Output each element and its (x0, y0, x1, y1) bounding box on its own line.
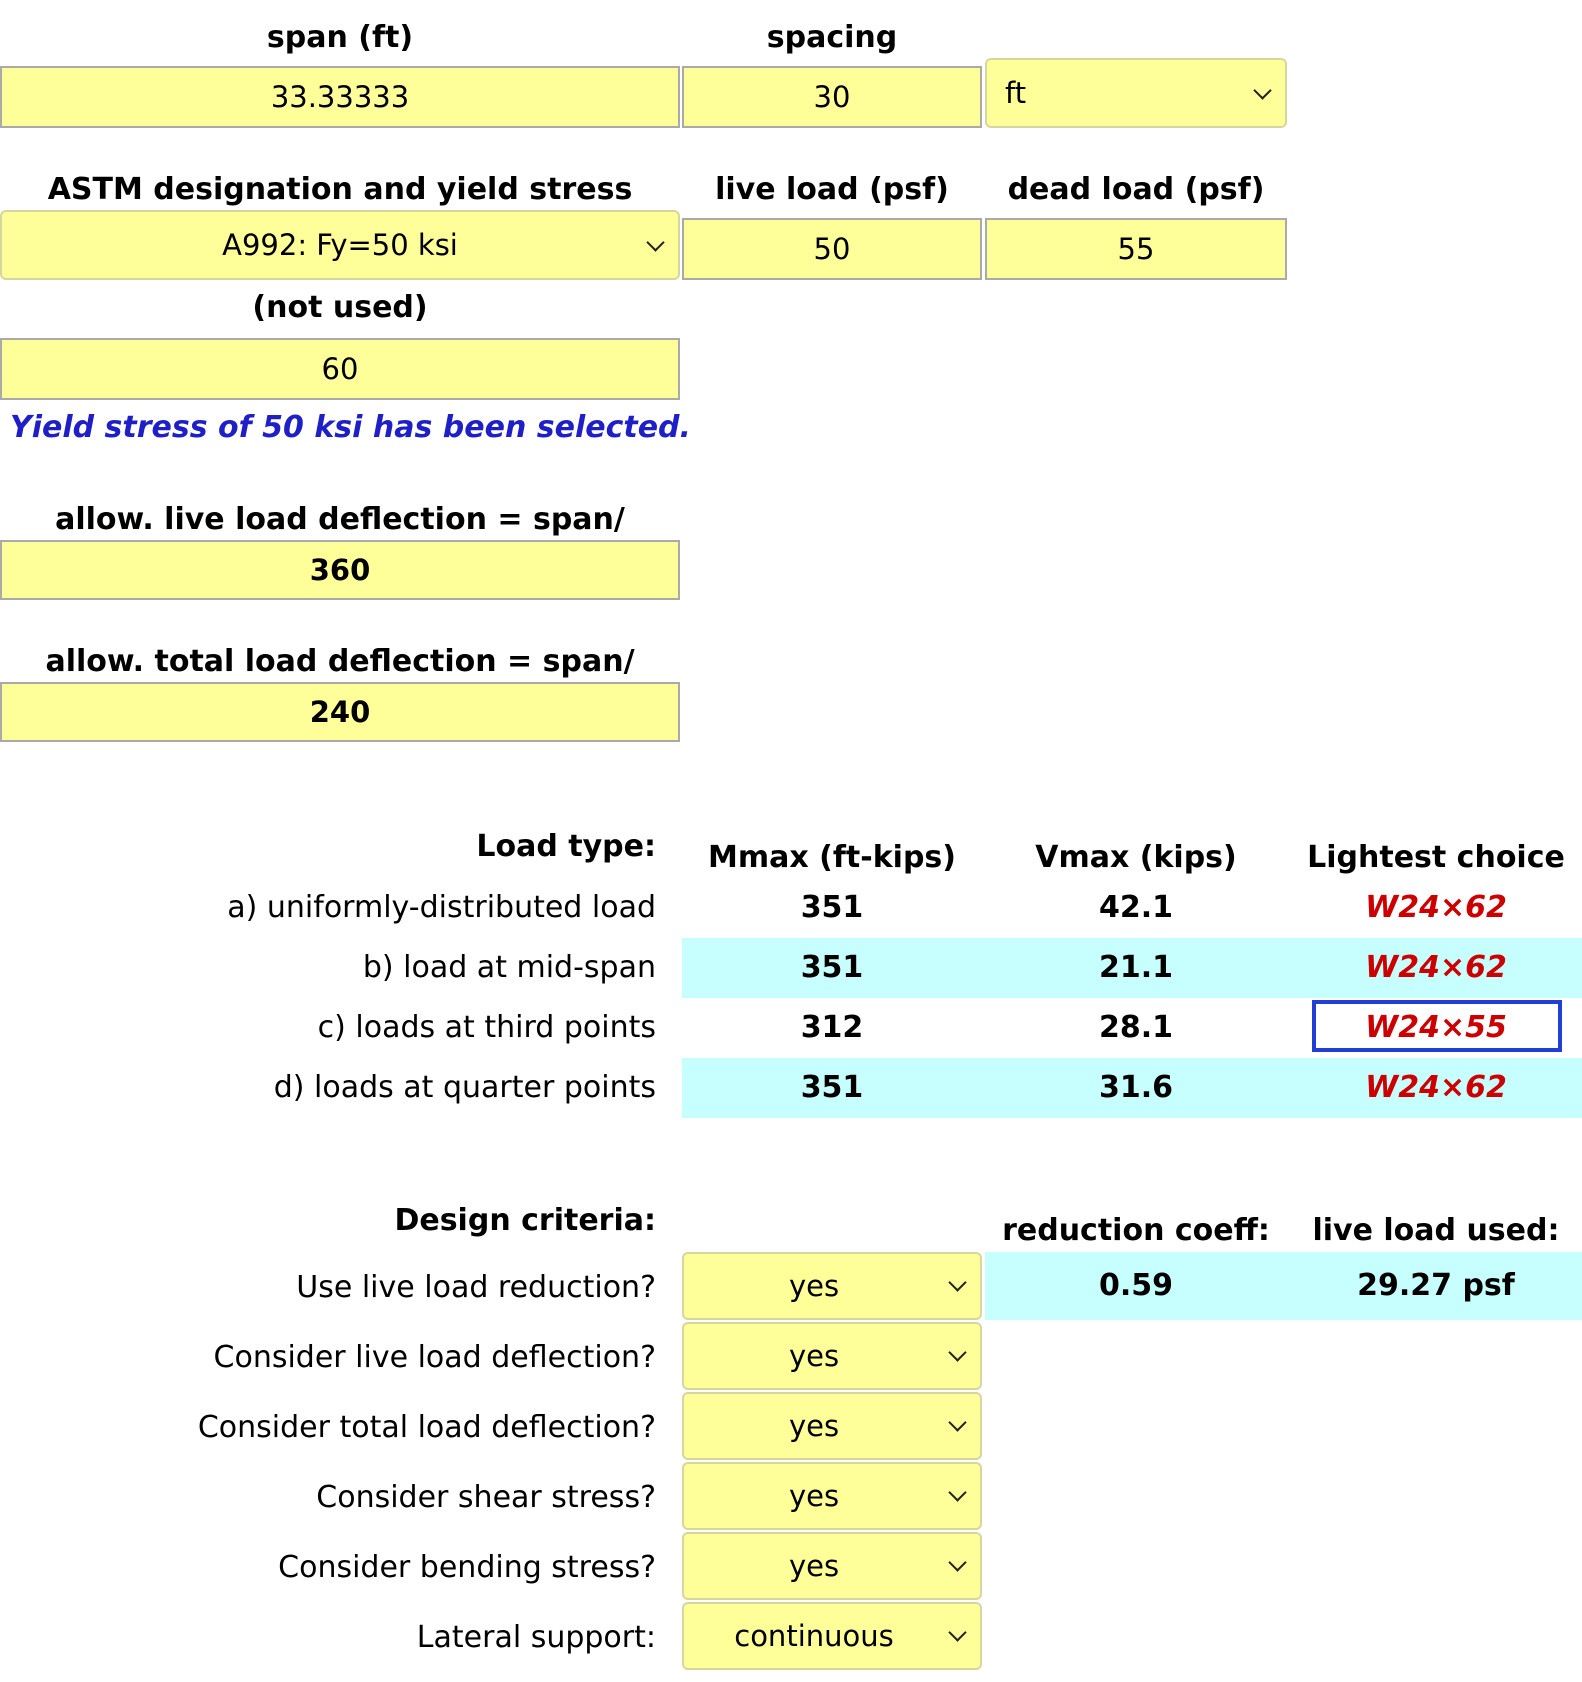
astm-select-value: A992: Fy=50 ksi (222, 228, 458, 262)
select-value: continuous (734, 1619, 894, 1653)
span-input[interactable]: 33.33333 (0, 66, 680, 128)
live-load-used-value: 29.27 psf (1357, 1268, 1515, 1303)
row-label: b) load at mid-span (362, 950, 656, 985)
criteria-label-live-deflection: Consider live load deflection? (213, 1340, 656, 1375)
reduction-coeff-value: 0.59 (1098, 1268, 1174, 1303)
span-label: span (ft) (266, 20, 414, 55)
bending-stress-select[interactable] (682, 1532, 982, 1600)
mmax-value: 351 (800, 950, 864, 985)
live-load-input[interactable]: 50 (682, 218, 982, 280)
total-deflection-label: allow. total load deflection = span/ (45, 644, 635, 679)
chevron-down-icon (948, 1553, 966, 1571)
select-value: yes (788, 1479, 840, 1513)
spacing-unit-value: ft (1005, 76, 1027, 110)
total-deflection-select[interactable] (682, 1392, 982, 1460)
vmax-value: 42.1 (1098, 890, 1174, 925)
chevron-down-icon (948, 1413, 966, 1431)
row-label: c) loads at third points (317, 1010, 656, 1045)
total-deflection-input[interactable]: 240 (0, 682, 680, 742)
live-load-label: live load (psf) (715, 172, 949, 207)
vmax-value: 31.6 (1098, 1070, 1174, 1105)
criteria-label-bending-stress: Consider bending stress? (278, 1550, 656, 1585)
column-header-vmax: Vmax (kips) (1035, 840, 1237, 875)
not-used-input[interactable]: 60 (0, 338, 680, 400)
column-header-mmax: Mmax (ft-kips) (708, 840, 956, 875)
table-row (0, 998, 1582, 1058)
spacing-label: spacing (766, 20, 898, 55)
shear-stress-select[interactable] (682, 1462, 982, 1530)
select-value: yes (788, 1269, 840, 1303)
not-used-label: (not used) (252, 290, 428, 325)
criteria-label-shear-stress: Consider shear stress? (316, 1480, 656, 1515)
select-value: yes (788, 1339, 840, 1373)
spacing-input[interactable]: 30 (682, 66, 982, 128)
row-label: d) loads at quarter points (273, 1070, 656, 1105)
criteria-label-total-deflection: Consider total load deflection? (197, 1410, 656, 1445)
lightest-choice-value[interactable]: W24×62 (1365, 890, 1507, 925)
criteria-label-live-load-reduction: Use live load reduction? (296, 1270, 656, 1305)
lightest-choice-value[interactable]: W24×62 (1365, 1070, 1507, 1105)
chevron-down-icon (948, 1623, 966, 1641)
table-row (0, 1058, 1582, 1118)
lightest-choice-value[interactable]: W24×62 (1365, 950, 1507, 985)
reduction-coeff-label: reduction coeff: (1002, 1213, 1270, 1248)
vmax-value: 28.1 (1098, 1010, 1174, 1045)
column-header-lightest-choice: Lightest choice (1307, 840, 1565, 875)
design-criteria-heading: Design criteria: (394, 1203, 656, 1238)
live-deflection-input[interactable]: 360 (0, 540, 680, 600)
chevron-down-icon (646, 233, 664, 251)
dead-load-label: dead load (psf) (1007, 172, 1265, 207)
astm-label: ASTM designation and yield stress (47, 172, 633, 207)
criteria-label-lateral-support: Lateral support: (416, 1620, 656, 1655)
chevron-down-icon (948, 1343, 966, 1361)
lightest-choice-value[interactable]: W24×55 (1365, 1010, 1507, 1045)
row-label: a) uniformly-distributed load (227, 890, 656, 925)
live-load-reduction-select[interactable] (682, 1252, 982, 1320)
chevron-down-icon (1253, 81, 1271, 99)
astm-select[interactable] (0, 210, 680, 280)
mmax-value: 351 (800, 1070, 864, 1105)
chevron-down-icon (948, 1273, 966, 1291)
load-type-heading: Load type: (476, 829, 656, 864)
chevron-down-icon (948, 1483, 966, 1501)
mmax-value: 312 (800, 1010, 864, 1045)
dead-load-input[interactable]: 55 (985, 218, 1287, 280)
spacing-unit-select[interactable] (985, 58, 1287, 128)
vmax-value: 21.1 (1098, 950, 1174, 985)
select-value: yes (788, 1409, 840, 1443)
yield-message: Yield stress of 50 ksi has been selected. (10, 410, 691, 445)
table-row (0, 938, 1582, 998)
mmax-value: 351 (800, 890, 864, 925)
table-row (0, 878, 1582, 938)
live-load-used-label: live load used: (1312, 1213, 1560, 1248)
live-deflection-label: allow. live load deflection = span/ (55, 502, 625, 537)
select-value: yes (788, 1549, 840, 1583)
lateral-support-select[interactable] (682, 1602, 982, 1670)
live-deflection-select[interactable] (682, 1322, 982, 1390)
